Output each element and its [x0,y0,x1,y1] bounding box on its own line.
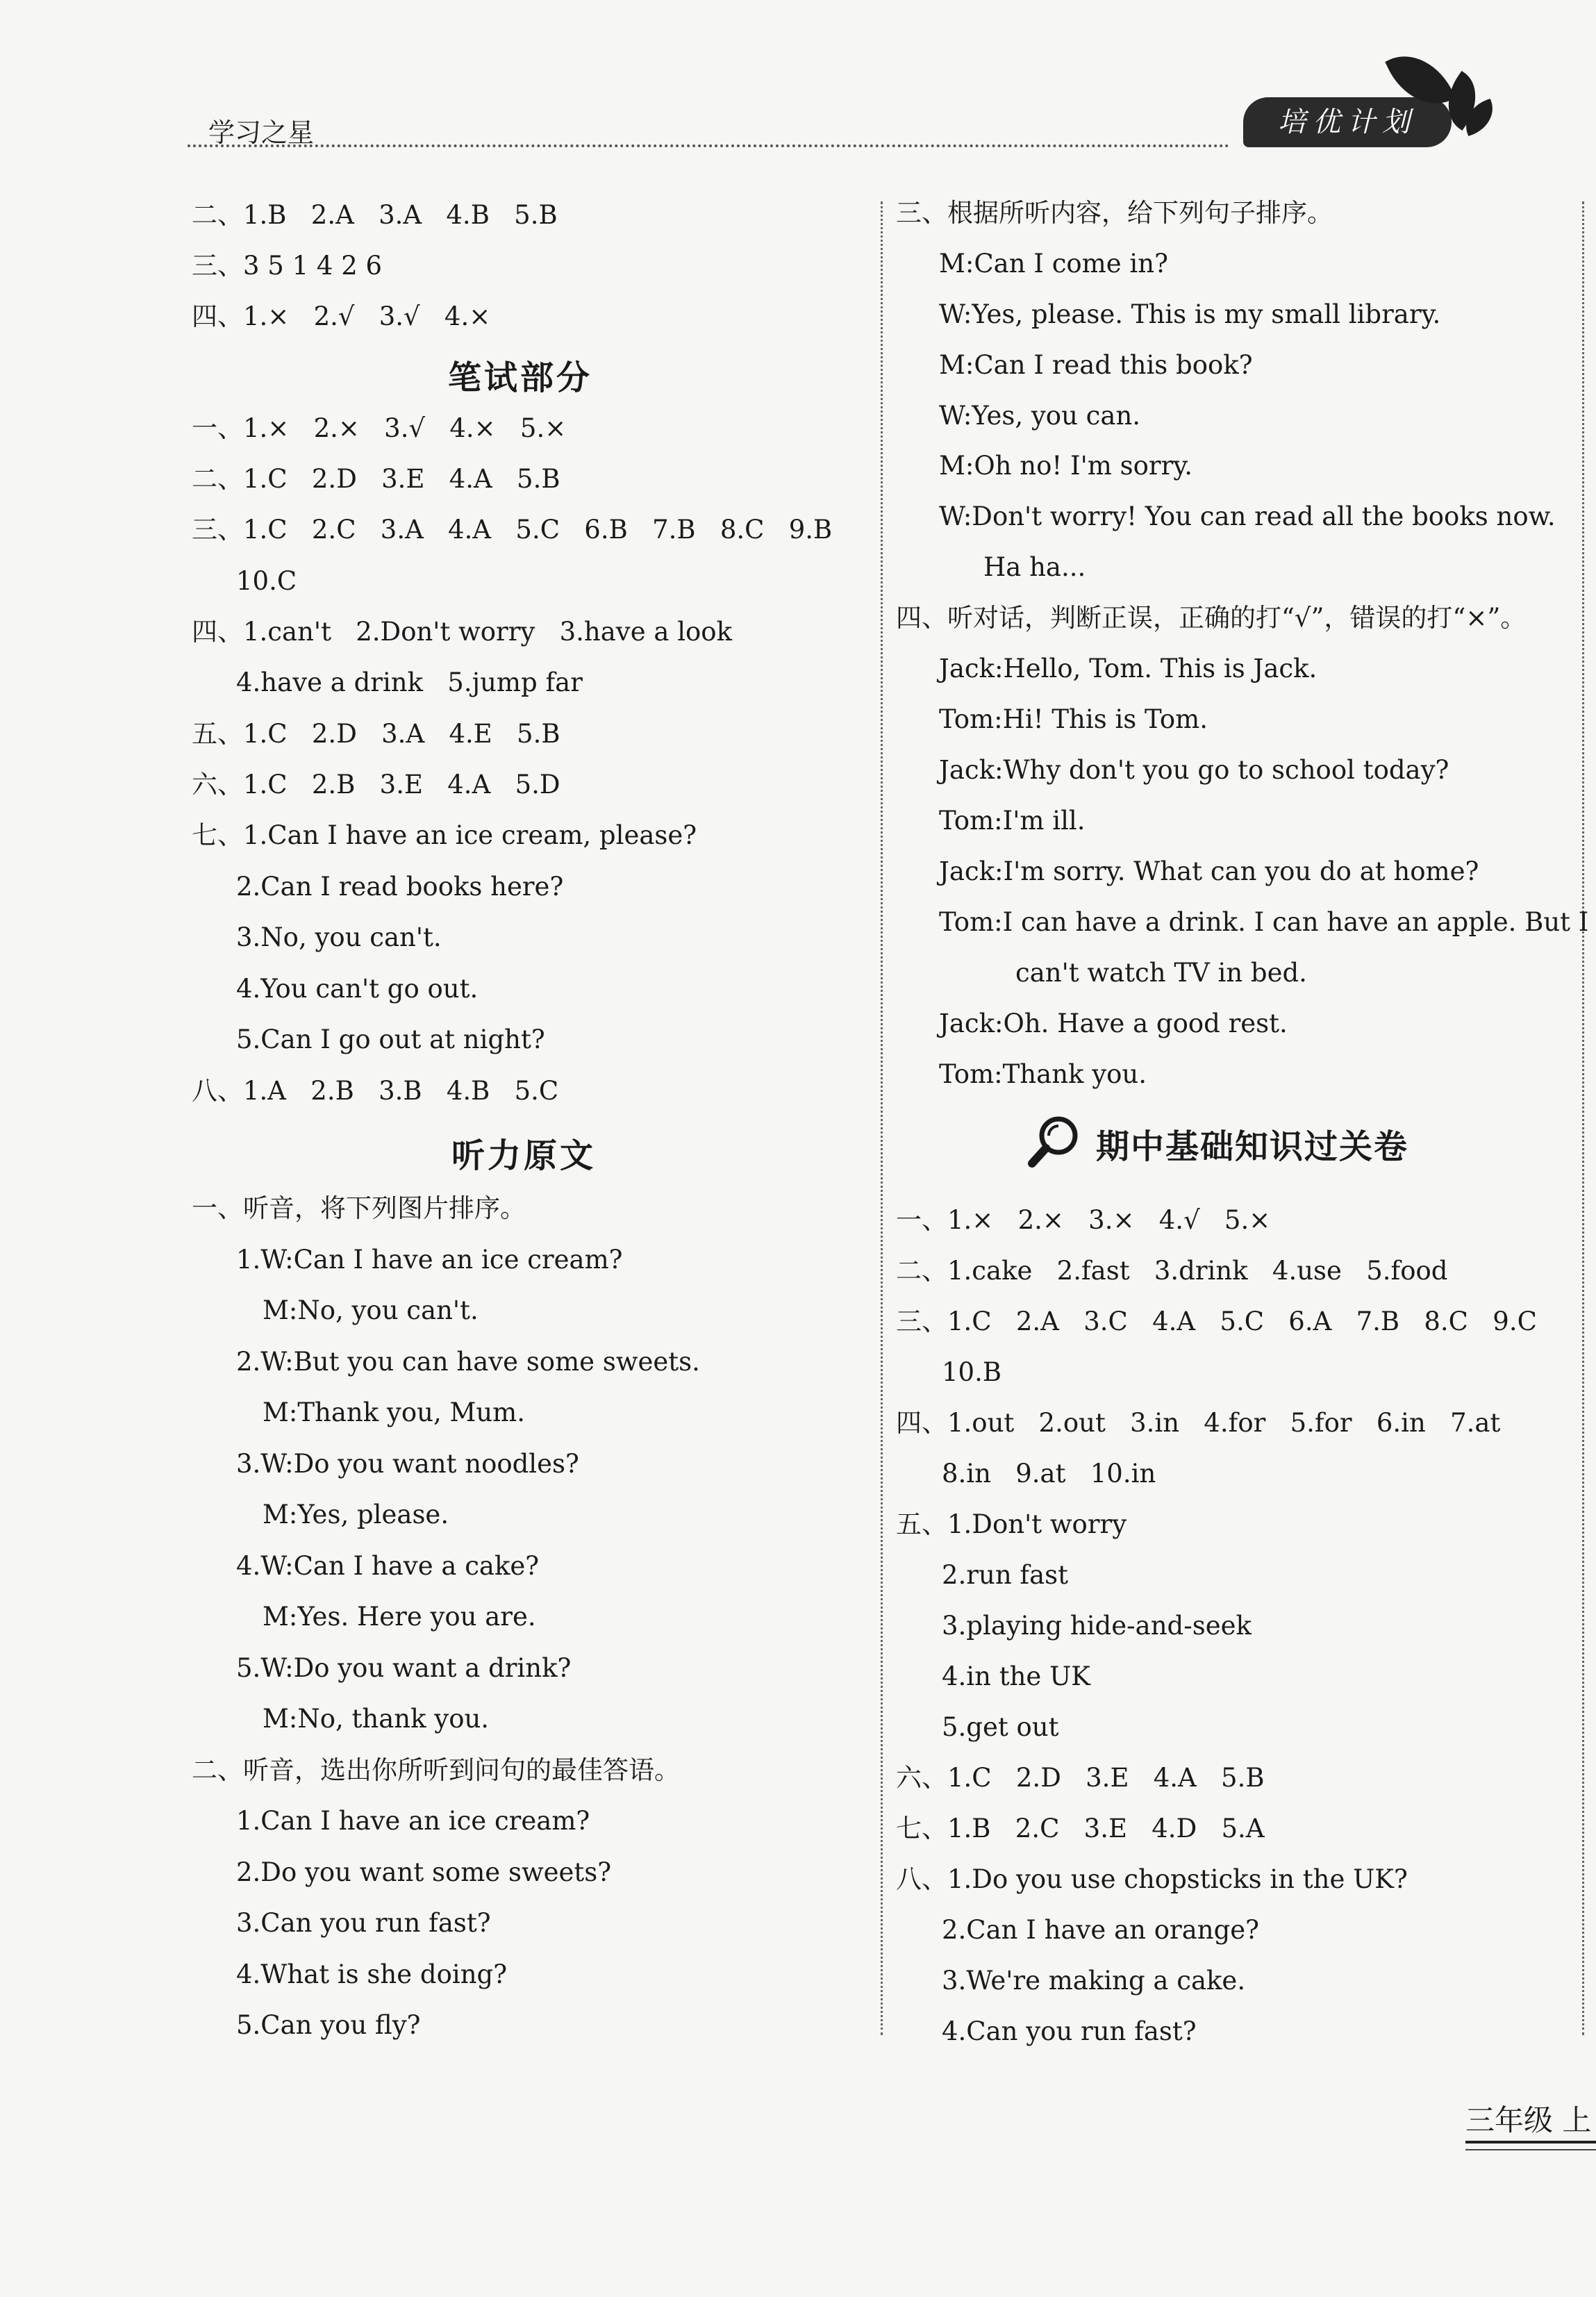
grade-label: 三年级 上 [1465,2103,1592,2137]
transcript-line: M:Yes. Here you are. [263,1602,536,1632]
answer-line: 2.Can I have an orange? [942,1915,1260,1945]
answer-line: 10.C [236,566,297,596]
transcript-line: 3.W:Do you want noodles? [236,1449,579,1479]
answer-line: 七、1.Can I have an ice cream, please? [192,820,697,850]
header-divider [188,144,1229,147]
column-divider [881,201,883,2035]
transcript-line: Ha ha... [983,552,1086,582]
section-title-written: 笔试部分 [448,358,593,397]
transcript-line: M:Thank you, Mum. [263,1398,526,1427]
answer-line: 3.We're making a cake. [942,1966,1246,1996]
answer-line: 三、1.C 2.C 3.A 4.A 5.C 6.B 7.B 8.C 9.B [192,515,833,545]
answer-line: 一、1.× 2.× 3.× 4.√ 5.× [896,1205,1271,1235]
answer-line: 四、1.× 2.√ 3.√ 4.× [192,301,491,331]
transcript-line: M:No, you can't. [263,1295,479,1325]
answer-line: 二、1.cake 2.fast 3.drink 4.use 5.food [896,1256,1448,1286]
answer-line: 五、1.C 2.D 3.A 4.E 5.B [192,719,560,749]
transcript-line: 一、听音，将下列图片排序。 [192,1193,526,1223]
answer-line: 4.have a drink 5.jump far [236,667,583,697]
transcript-line: 5.Can you fly? [236,2010,421,2040]
header-badge: 培优计划 [1243,97,1452,147]
transcript-line: 3.Can you run fast? [236,1908,491,1938]
transcript-line: Jack:Why don't you go to school today? [939,755,1449,785]
answer-line: 5.Can I go out at night? [236,1025,545,1054]
right-edge-divider [1582,201,1584,2035]
answer-line: 4.in the UK [942,1661,1090,1691]
footer-rule [1465,2141,1596,2143]
transcript-line: W:Yes, please. This is my small library. [939,299,1441,329]
transcript-line: 4.What is she doing? [236,1959,508,1989]
transcript-line: Tom:Thank you. [939,1059,1147,1089]
answer-line: 3.playing hide-and-seek [942,1611,1252,1641]
transcript-line: can't watch TV in bed. [1015,958,1307,988]
transcript-line: 二、听音，选出你所听到问句的最佳答语。 [192,1755,680,1785]
answer-line: 四、1.out 2.out 3.in 4.for 5.for 6.in 7.at [896,1408,1501,1438]
answer-line: 三、1.C 2.A 3.C 4.A 5.C 6.A 7.B 8.C 9.C [896,1307,1537,1336]
answer-line: 4.Can you run fast? [942,2016,1197,2046]
section-title-listening: 听力原文 [451,1136,597,1175]
answer-line: 2.run fast [942,1560,1069,1590]
transcript-line: Tom:I'm ill. [939,806,1086,836]
transcript-line: M:Can I read this book? [939,350,1253,380]
transcript-line: W:Don't worry! You can read all the books now. [939,501,1556,531]
answer-line: 5.get out [942,1712,1059,1742]
transcript-line: 三、根据所听内容，给下列句子排序。 [896,198,1333,228]
answer-line: 四、1.can't 2.Don't worry 3.have a look [192,617,732,647]
transcript-line: Tom:Hi! This is Tom. [939,704,1208,734]
answer-line: 二、1.B 2.A 3.A 4.B 5.B [192,200,558,230]
transcript-line: 5.W:Do you want a drink? [236,1653,572,1683]
transcript-line: 四、听对话，判断正误，正确的打“√”，错误的打“×”。 [896,603,1527,633]
answer-line: 一、1.× 2.× 3.√ 4.× 5.× [192,413,567,443]
transcript-line: W:Yes, you can. [939,401,1141,431]
transcript-line: 1.W:Can I have an ice cream? [236,1245,623,1275]
answer-line: 六、1.C 2.D 3.E 4.A 5.B [896,1763,1265,1793]
transcript-line: 2.W:But you can have some sweets. [236,1347,700,1377]
answer-line: 4.You can't go out. [236,974,479,1004]
transcript-line: Jack:Oh. Have a good rest. [939,1009,1288,1038]
transcript-line: M:Yes, please. [263,1500,449,1529]
transcript-line: Jack:I'm sorry. What can you do at home? [939,856,1479,886]
transcript-line: M:Oh no! I'm sorry. [939,451,1193,481]
answer-line: 2.Can I read books here? [236,872,564,902]
answer-line: 3.No, you can't. [236,922,442,952]
answer-line: 10.B [942,1357,1002,1387]
answer-line: 8.in 9.at 10.in [942,1459,1156,1489]
transcript-line: 1.Can I have an ice cream? [236,1806,590,1836]
transcript-line: Jack:Hello, Tom. This is Jack. [939,654,1317,683]
footer-rule [1465,2149,1596,2150]
answer-line: 二、1.C 2.D 3.E 4.A 5.B [192,464,560,494]
answer-line: 六、1.C 2.B 3.E 4.A 5.D [192,770,560,799]
header-title: 学习之星 [208,117,315,148]
answer-line: 三、3 5 1 4 2 6 [192,251,383,281]
section-title-midterm: 期中基础知识过关卷 [1096,1127,1409,1166]
answer-line: 八、1.Do you use chopsticks in the UK? [896,1864,1408,1894]
transcript-line: 2.Do you want some sweets? [236,1857,612,1887]
transcript-line: Tom:I can have a drink. I can have an apple. But I [939,907,1589,937]
transcript-line: M:Can I come in? [939,249,1168,279]
transcript-line: M:No, thank you. [263,1704,490,1734]
answer-line: 八、1.A 2.B 3.B 4.B 5.C [192,1076,559,1106]
answer-line: 七、1.B 2.C 3.E 4.D 5.A [896,1814,1265,1843]
magnifier-icon [1026,1113,1082,1169]
answer-line: 五、1.Don't worry [896,1509,1127,1539]
transcript-line: 4.W:Can I have a cake? [236,1551,540,1581]
